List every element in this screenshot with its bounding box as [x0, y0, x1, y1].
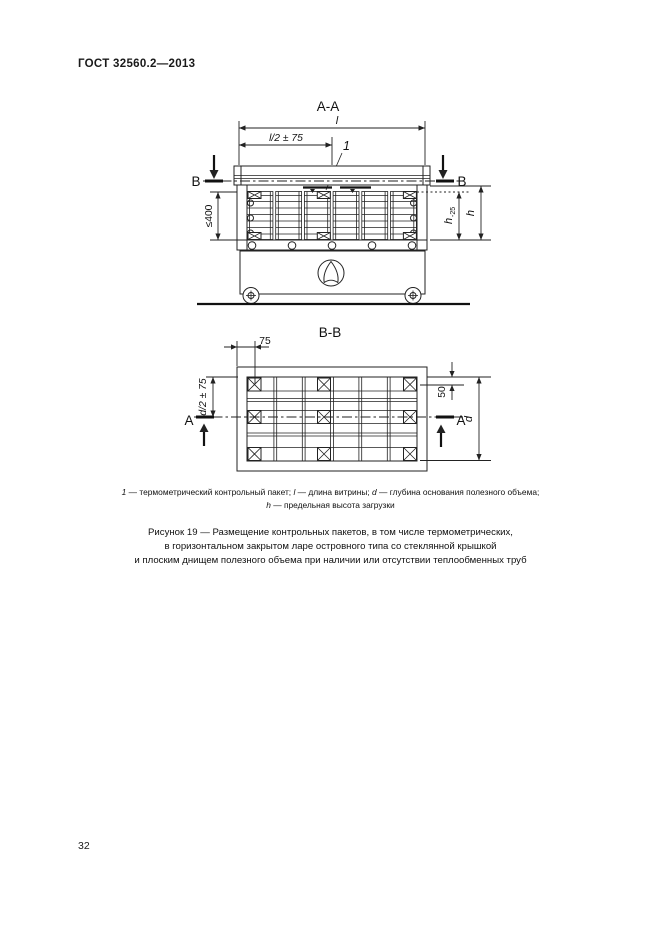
- document-header: ГОСТ 32560.2—2013: [78, 58, 196, 70]
- section-bb-view: [184, 325, 491, 471]
- wheel-left: [243, 288, 259, 304]
- floor-tubes: [248, 242, 416, 250]
- wheel-right: [405, 288, 421, 304]
- legend-line-1: [0, 486, 661, 499]
- section-aa-title: А-А: [316, 99, 340, 114]
- control-packet-marker: [248, 448, 261, 461]
- section-marker-a-left: А: [184, 413, 194, 428]
- legend-text: — длина витрины;: [295, 487, 373, 497]
- section-aa-view: [191, 99, 491, 304]
- control-packet-marker: [318, 448, 331, 461]
- page-number: 32: [78, 840, 90, 852]
- dim-400-label: ≤400: [204, 204, 215, 228]
- dimension-half-depth: [198, 377, 238, 417]
- dimension-heights: [417, 186, 491, 240]
- legend-text: — термометрический контрольный пакет;: [126, 487, 294, 497]
- legend-line-2: [0, 499, 661, 512]
- section-marker-b-left: В: [191, 174, 201, 189]
- dimension-max-400: [204, 192, 237, 240]
- legend-text: — предельная высота загрузки: [270, 500, 395, 510]
- dim-h25-label: h: [443, 217, 455, 224]
- legend-var-d: d: [372, 487, 377, 497]
- figure-caption: [0, 526, 661, 568]
- control-packet-marker: [248, 378, 261, 391]
- control-packet-marker: [404, 448, 417, 461]
- figure-legend: [0, 486, 661, 512]
- bb-inner-area: [247, 377, 417, 461]
- dim-75-label: 75: [259, 336, 271, 347]
- glass-lid: [234, 166, 430, 185]
- dim-50-label: 50: [437, 386, 448, 398]
- legend-var-l: l: [293, 487, 296, 497]
- section-marker-a-right: А: [456, 413, 466, 428]
- section-marker-b-right: В: [457, 174, 467, 189]
- dim-l2-label: l/2 ± 75: [269, 133, 303, 144]
- caption-line-2: в горизонтальном закрытом ларе островного типа со стеклянной крышкой: [164, 541, 497, 552]
- section-bb-title: В-В: [318, 325, 342, 340]
- wire-baskets: [247, 192, 416, 240]
- control-packet-marker: [248, 233, 261, 240]
- legend-var-1: 1: [121, 487, 127, 497]
- dim-h25-subscript: -25: [450, 206, 457, 217]
- compressor-symbol: [318, 260, 344, 286]
- caption-line-1: Рисунок 19 — Размещение контрольных пакетов, в том числе термометрических,: [148, 527, 513, 538]
- machine-base: [240, 251, 425, 304]
- dim-d-label: d: [463, 415, 475, 423]
- control-packet-marker: [318, 378, 331, 391]
- dim-d2-label: d/2 ± 75: [198, 378, 209, 416]
- control-packet-marker: [248, 192, 261, 199]
- callout-1-label: 1: [343, 139, 350, 153]
- control-packet-marker: [403, 233, 416, 240]
- control-packet-marker: [317, 192, 330, 199]
- legend-var-h: h: [266, 500, 271, 510]
- dimension-half-length: [239, 133, 332, 165]
- control-packet-marker: [403, 192, 416, 199]
- legend-text: — глубина основания полезного объема;: [376, 487, 540, 497]
- caption-line-3: и плоским днищем полезного объема при наличии или отсутствии теплообменных труб: [134, 555, 527, 566]
- load-limit-marks: [303, 188, 371, 194]
- dim-l-label: l: [335, 115, 339, 127]
- dim-h-label: h: [465, 209, 477, 217]
- control-packet-marker: [317, 233, 330, 240]
- control-packet-marker: [404, 378, 417, 391]
